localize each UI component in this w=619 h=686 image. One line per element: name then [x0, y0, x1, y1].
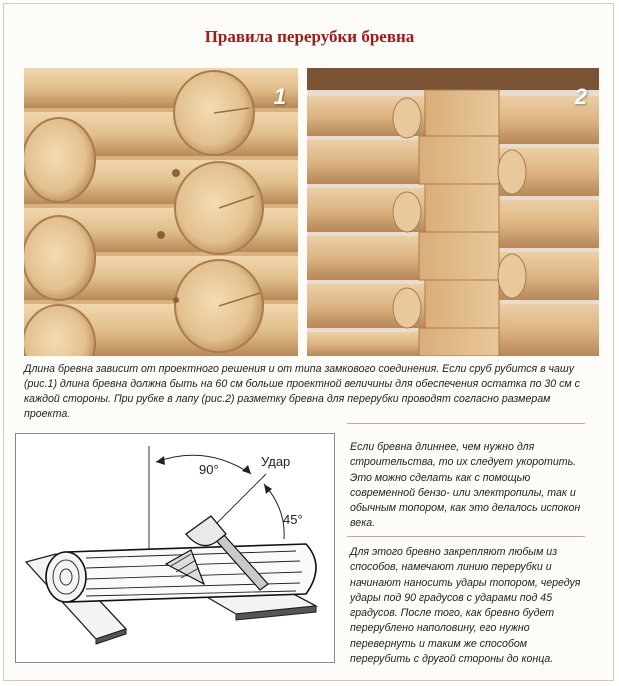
paragraph-procedure: Для этого бревно закрепляют любым из способов, намечают линию перерубки и начинают наносить удары топором, чередуя удары под 90 градусов с ударами под 45 градусов. После того, как бревно будет перерублено наполовину, его нужно перевернуть и таким же способом перерубить с другой стороны до конца.: [350, 546, 581, 666]
log-cutting-diagram: [15, 433, 335, 663]
photo-number-1: 1: [273, 84, 286, 109]
strike-label: Удар: [261, 454, 291, 469]
divider-top: [347, 423, 585, 424]
angle-45-label: 45°: [283, 512, 303, 527]
paragraph-shortening: Если бревна длиннее, чем нужно для строительства, то их следует укоротить. Это можно сделать как с помощью современной бензо- или электропилы, так и обычным топором, как это делалось испокон века.: [350, 441, 581, 530]
caption-text: Длина бревна зависит от проектного решения и от типа замкового соединения. Если сруб рубится в чашу (рис.1) длина бревна должна быть на 60 см больше проектной величины для обеспечения остатка по 30 см с каждой стороны. При рубке в лапу (рис.2) разметку бревна для перерубки проводят согласно размерам проекта.: [24, 363, 580, 420]
photo-number-2: 2: [574, 84, 587, 109]
angle-90-label: 90°: [199, 462, 219, 477]
photo-dovetail-notch: [307, 68, 599, 356]
divider-middle: [347, 536, 585, 537]
page-title: Правила перерубки бревна: [204, 27, 415, 46]
photo-saddle-notch: [24, 68, 298, 356]
